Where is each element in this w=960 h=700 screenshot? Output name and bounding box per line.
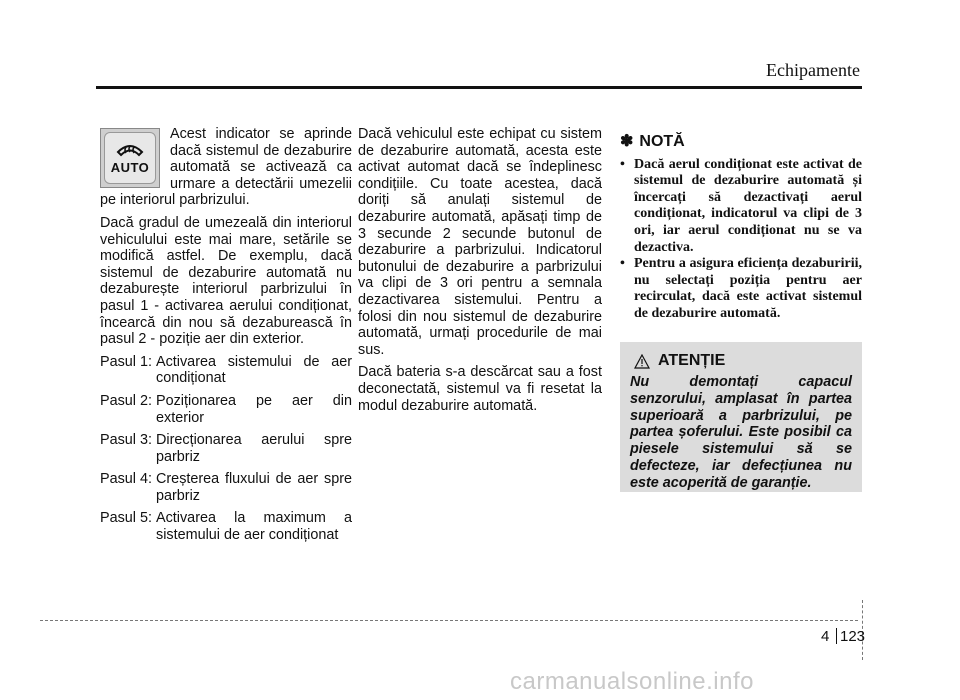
step-item — [100, 471, 352, 504]
step-text: Creșterea fluxului de aer spre parbriz — [156, 471, 352, 504]
note-title: NOTĂ — [639, 133, 685, 150]
page-divider — [836, 628, 837, 644]
step-item — [100, 393, 352, 426]
chapter-number: 4 — [821, 628, 830, 645]
step-number: Pasul 3: — [100, 432, 152, 449]
humidity-paragraph: Dacă gradul de umezeală din interiorul vehiculului este mai mare, setările se modifică astfel. De exemplu, dacă sistemul de dezaburire automată nu dezaburește interiorul parbrizului în pasul 1 - activarea aerului condiționat, încearcă din nou să dezaburească în pasul 2 - poziție aer din exterior. — [100, 214, 352, 348]
footer-rule — [40, 620, 858, 621]
column-middle — [358, 126, 602, 420]
warning-title: ATENȚIE — [658, 352, 726, 369]
step-item — [100, 432, 352, 465]
watermark: carmanualsonline.info — [510, 668, 754, 695]
step-text: Direcționarea aerului spre parbriz — [156, 432, 352, 465]
note-heading — [620, 134, 862, 151]
step-number: Pasul 4: — [100, 471, 152, 488]
step-item — [100, 510, 352, 543]
column-right — [620, 126, 862, 323]
page-number: 123 — [840, 628, 866, 645]
header-title: Echipamente — [766, 60, 860, 80]
step-number: Pasul 1: — [100, 353, 152, 370]
cancel-paragraph: Dacă vehiculul este echipat cu sistem de dezaburire automată, acesta este activat automat dacă se îndeplinesc condițiile. Cu toate acestea, dacă doriți să anulați sistemul de dezaburire automată, apăsați timp de 3 secunde 2 secunde butonul de dezaburire a parbrizului. Indicatorul butonului de dezaburire a parbrizului va clipi de 3 ori pentru a semnala dezactivarea sistemului. Pentru a folosi din nou sistemul de dezaburire automată, urmați procedurile de mai sus. — [358, 126, 602, 358]
note-item: • Pentru a asigura eficiența dezaburirii, nu selectați poziția pentru aer recirculat, dacă este activat sistemul de dezaburire automată. — [620, 256, 862, 322]
step-item — [100, 354, 352, 387]
note-item: • Dacă aerul condiționat este activat de sistemul de dezaburire automată și încercați să dezactivați aerul condiționat, indicatorul va clipi de 3 ori, iar aerul condiționat nu se va dezactiva. — [620, 157, 862, 257]
battery-paragraph: Dacă bateria s-a descărcat sau a fost deconectată, sistemul va fi resetat la modul dezaburire automată. — [358, 364, 602, 414]
warning-heading — [634, 352, 862, 370]
warning-triangle-icon — [634, 354, 650, 369]
step-text: Activarea sistemului de aer condiționat — [156, 353, 352, 387]
auto-icon-label: AUTO — [110, 159, 150, 175]
note-star-icon: ✽ — [620, 133, 634, 150]
header-rule — [96, 86, 862, 89]
intro-paragraph: Acest indicator se aprinde dacă sistemul de dezaburire automată se activează ca urmare a detectării umezelii pe interiorul parbrizului. — [100, 126, 352, 209]
note-list — [620, 157, 862, 323]
step-number: Pasul 5: — [100, 510, 152, 527]
steps-list — [100, 354, 352, 544]
windshield-defog-icon — [115, 140, 145, 160]
warning-text: Nu demontați capacul senzorului, amplasat în partea superioară a parbrizului, pe partea șoferului. Este posibil ca piesele sistemului să se defecteze, iar defecțiunea nu este acoperită de garanție. — [630, 374, 852, 491]
step-text: Activarea la maximum a sistemului de aer condiționat — [156, 510, 352, 544]
warning-box — [620, 342, 862, 492]
auto-defog-indicator — [100, 128, 160, 188]
step-number: Pasul 2: — [100, 392, 152, 409]
step-text: Poziționarea pe aer din exterior — [156, 392, 352, 426]
auto-defog-icon — [104, 132, 156, 184]
column-left — [100, 126, 352, 550]
